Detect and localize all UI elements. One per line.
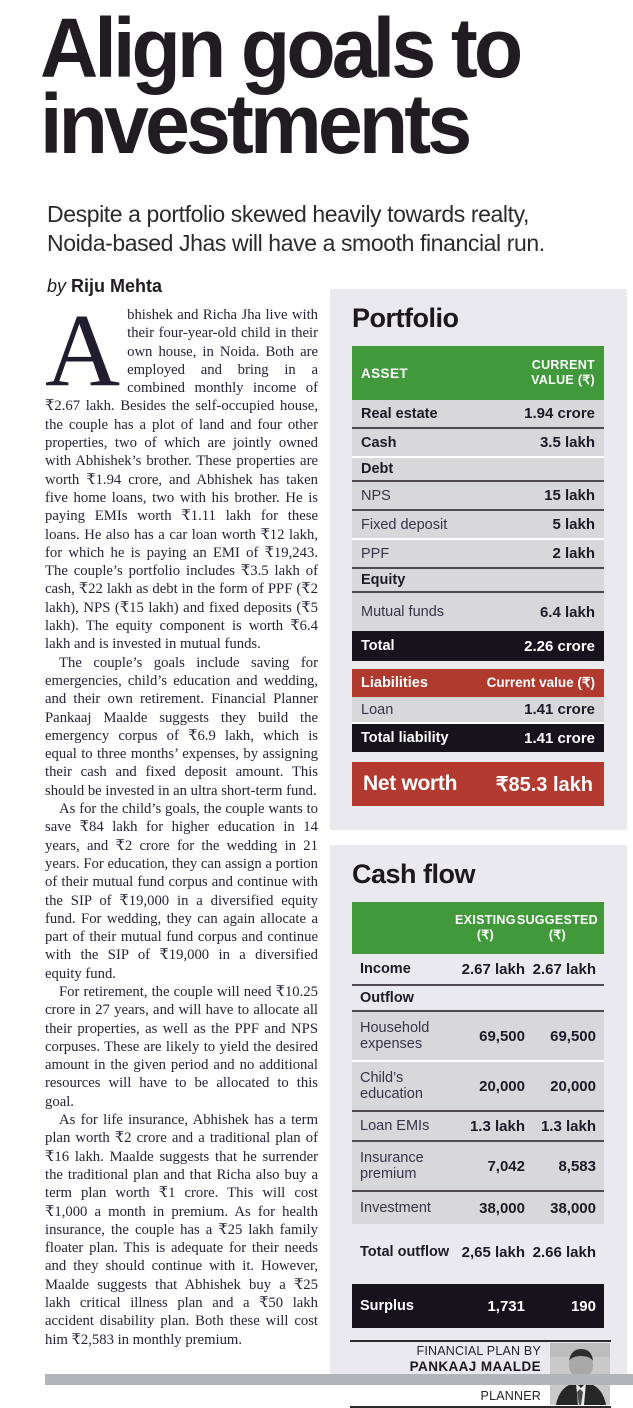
liabilities-header-label: Liabilities — [361, 675, 428, 691]
net-worth-value: ₹85.3 lakh — [495, 773, 593, 796]
table-row — [352, 697, 604, 724]
surplus-label: Surplus — [360, 1298, 414, 1314]
existing-value: 2,65 lakh — [461, 1243, 525, 1261]
article-paragraph-1 — [45, 293, 318, 654]
portfolio-table-header — [352, 346, 604, 400]
asset-value: 6.4 lakh — [539, 603, 595, 621]
asset-label: NPS — [361, 487, 391, 504]
surplus-existing-value: 1,731 — [487, 1297, 525, 1315]
portfolio-header-value-line2: VALUE (₹) — [531, 373, 595, 387]
table-row — [352, 954, 604, 986]
headline-line2: investments — [40, 77, 469, 171]
total-liability-value: 1.41 crore — [524, 729, 595, 747]
article-paragraph-5: As for life insurance, Abhishek has a term plan worth ₹2 crore and a traditional plan of ₹16 lakh. Maalde suggests that he surrender the traditional plan and that Richa also buy a term plan worth ₹1 crore. This will cost ₹1,000 a month in premium. As for health insurance, the couple has a ₹25 lakh family floater plan. This is adequate for their needs and they should continue with it. However, Maalde suggests that Abhishek buy a ₹25 lakh critical illness plan and a ₹50 lakh accident disability plan. Both these will cost him ₹2,583 in monthly premium. — [45, 1112, 318, 1348]
total-label: Total — [361, 638, 395, 654]
asset-value: 15 lakh — [544, 487, 595, 504]
total-value: 2.26 crore — [524, 637, 595, 655]
existing-value: 20,000 — [479, 1077, 525, 1095]
asset-value: 1.94 crore — [524, 405, 595, 422]
total-liability-label: Total liability — [361, 730, 449, 746]
surplus-suggested-value: 190 — [570, 1297, 596, 1315]
portfolio-table — [352, 346, 604, 661]
asset-value: 5 lakh — [552, 516, 595, 533]
suggested-column-header — [517, 913, 598, 943]
byline-prefix: by — [47, 276, 67, 296]
drop-cap: A — [45, 293, 121, 408]
liability-label: Loan — [361, 701, 394, 718]
portfolio-title: Portfolio — [352, 303, 459, 333]
suggested-value: 20,000 — [550, 1077, 596, 1095]
table-section-row — [352, 569, 604, 593]
table-row — [352, 593, 604, 631]
asset-label: Mutual funds — [361, 604, 445, 620]
row-label: Investment — [360, 1200, 431, 1216]
total-row — [352, 631, 604, 661]
table-row — [352, 1012, 604, 1062]
existing-header-unit: (₹) — [476, 928, 494, 942]
planner-title: PLANNER — [480, 1389, 541, 1403]
row-label: Income — [360, 961, 411, 977]
existing-value: 69,500 — [479, 1027, 525, 1045]
existing-value: 7,042 — [487, 1157, 525, 1175]
bottom-rule — [45, 1374, 633, 1385]
liabilities-header — [352, 669, 604, 697]
net-worth-label: Net worth — [363, 772, 458, 795]
asset-label: Fixed deposit — [361, 516, 448, 533]
table-row — [352, 400, 604, 429]
suggested-header-name: SUGGESTED — [516, 913, 598, 927]
subtitle-line2: Noida-based Jhas will have a smooth financial run. — [47, 230, 545, 256]
cash-flow-panel — [330, 845, 627, 1403]
asset-value: 3.5 lakh — [539, 434, 595, 451]
headline — [40, 1, 606, 171]
table-section-row — [352, 986, 604, 1012]
portfolio-header-asset: ASSET — [361, 365, 409, 381]
table-row — [352, 1112, 604, 1142]
article-body — [45, 293, 318, 1349]
asset-value: 2 lakh — [552, 545, 595, 562]
portfolio-header-value-line1: CURRENT — [531, 358, 595, 372]
asset-label: Real estate — [361, 405, 438, 422]
section-label: Equity — [361, 572, 406, 588]
cash-flow-table — [352, 902, 604, 1328]
existing-value: 38,000 — [479, 1199, 525, 1217]
asset-label: Cash — [361, 434, 397, 451]
suggested-value: 8,583 — [558, 1157, 596, 1175]
total-outflow-row — [352, 1224, 604, 1280]
suggested-value: 1.3 lakh — [540, 1117, 596, 1135]
article-paragraph-2: The couple’s goals include saving for emergencies, child’s education and wedding, and their own retirement. Financial Planner Pankaaj Maalde suggests they build the emergency corpus of ₹6.9 lakh, which is equal to three months’ expenses, by assigning their cash and fixed deposit amount. This should be invested in an ultra short-term fund. — [45, 654, 318, 799]
planner-name: PANKAAJ MAALDE — [409, 1359, 541, 1374]
article-paragraph-4: For retirement, the couple will need ₹10.25 crore in 27 years, and will have to allocate all their properties, as well as the PPF and NPS corpuses. These are likely to yield the desired amount in the given period and no additional resources will have to be allocated to this goal. — [45, 983, 318, 1110]
table-row — [352, 482, 604, 511]
suggested-value: 69,500 — [550, 1027, 596, 1045]
liabilities-table — [352, 669, 604, 752]
table-row — [352, 1192, 604, 1224]
table-row — [352, 1142, 604, 1192]
subtitle — [47, 200, 607, 258]
article-paragraph-3: As for the child’s goals, the couple wants to save ₹84 lakh for higher education in 14 years, and ₹2 crore for the wedding in 21 years. For education, they can assign a portion of their mutual fund corpus and continue with the SIP of ₹19,000 in a diversified equity fund. For wedding, they can again allocate a part of their mutual fund corpus and continue with the SIP of ₹19,000 in a diversified equity fund. — [45, 801, 318, 982]
suggested-value: 2.67 lakh — [532, 960, 596, 978]
row-label: Total outflow — [360, 1244, 450, 1260]
existing-column-header — [454, 913, 517, 943]
section-label: Debt — [361, 461, 394, 477]
total-liability-row — [352, 724, 604, 752]
suggested-value: 38,000 — [550, 1199, 596, 1217]
asset-label: PPF — [361, 545, 390, 562]
section-label: Outflow — [360, 990, 414, 1006]
existing-header-name: EXISTING — [455, 913, 516, 927]
subtitle-line1: Despite a portfolio skewed heavily towards realty, — [47, 201, 529, 227]
table-row — [352, 540, 604, 569]
portfolio-header-value — [531, 358, 595, 388]
row-label: Insurance premium — [360, 1150, 424, 1182]
existing-value: 1.3 lakh — [469, 1117, 525, 1135]
byline-author: Riju Mehta — [71, 276, 163, 296]
paragraph-1-text: bhishek and Richa Jha live with their four-year-old child in their own house, in Noida. Both are employed and bring in a combined monthly income of ₹2.67 lakh. Besides the self-occupied house, the couple has a plot of land and four other properties, two of which are jointly owned with Abhishek’s brother. These properties are worth ₹1.94 crore, and Abhishek has taken five home loans, two with his brother. He is paying EMIs worth ₹1.11 lakh for these loans. He also has a car loan worth ₹12 lakh, for which he is paying an EMI of ₹19,243. The couple’s portfolio includes ₹3.5 lakh of cash, ₹22 lakh as debt in the form of PPF (₹2 lakh), NPS (₹15 lakh) and fixed deposits (₹5 lakh). The equity component is worth ₹6.4 lakh and is invested in mutual funds. — [45, 307, 318, 653]
surplus-row — [352, 1284, 604, 1328]
net-worth-banner — [352, 762, 604, 806]
liabilities-header-value: Current value (₹) — [486, 675, 595, 690]
cash-flow-title: Cash flow — [352, 859, 476, 889]
table-row — [352, 429, 604, 458]
table-section-row — [352, 458, 604, 482]
cash-flow-table-header — [352, 902, 604, 954]
suggested-header-unit: (₹) — [548, 928, 566, 942]
portfolio-panel — [330, 289, 627, 830]
table-row — [352, 1062, 604, 1112]
liability-value: 1.41 crore — [524, 701, 595, 718]
planner-credit-line1: FINANCIAL PLAN BY — [416, 1344, 541, 1358]
headline-line1: Align goals to — [40, 1, 520, 95]
existing-value: 2.67 lakh — [461, 960, 525, 978]
row-label: Child’s education — [360, 1070, 423, 1102]
row-label: Loan EMIs — [360, 1118, 430, 1134]
row-label: Household expenses — [360, 1020, 430, 1052]
suggested-value: 2.66 lakh — [532, 1243, 596, 1261]
table-row — [352, 511, 604, 540]
